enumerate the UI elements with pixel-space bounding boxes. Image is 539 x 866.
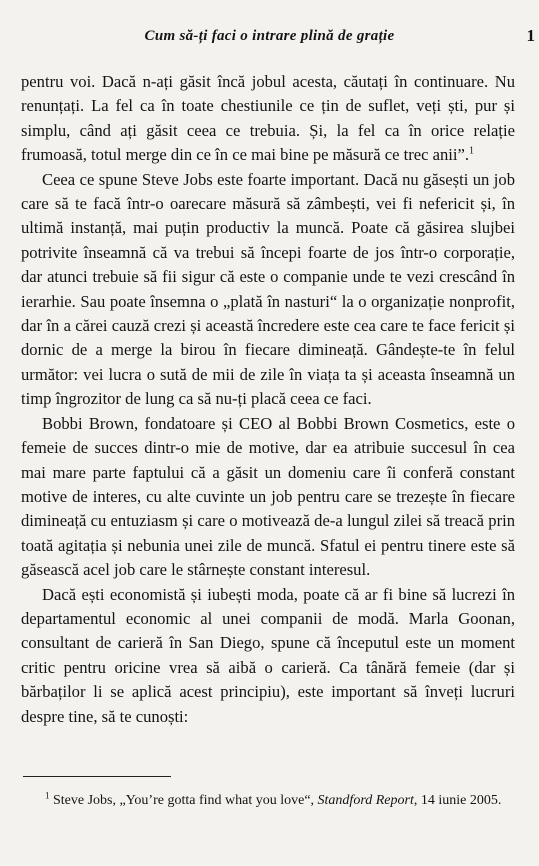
page-number: 1 [526,26,535,45]
footnote-reference: 1 [469,145,474,157]
running-title: Cum să-ți faci o intrare plină de grație [144,28,395,44]
footnote-text-before: Steve Jobs, „You’re gotta find what you love“, [53,793,318,808]
footnote [23,790,515,811]
page-header [0,28,539,48]
paragraph-text: pentru voi. Dacă n-ați găsit încă jobul acesta, căutați în continuare. Nu renunțați. La fel ca în toate chestiunile ce țin de suflet, veți ști, pur și simplu, când ați găsit ceea ce trebuia. Și, la fel ca în orice relație frumoasă, totul merge din ce în ce mai bine pe măsură ce trec anii”. [21,72,515,165]
paragraph: Ceea ce spune Steve Jobs este foarte important. Dacă nu găsești un job care să te facă într-o oarecare măsură să zâmbești, vei fi nefericit și, în ultimă instanță, mai puțin productiv la muncă. Poate că găsirea slujbei potrivite înseamnă că va trebui să începi foarte de jos într-o corporație, dar atunci trebuie să fii sigur că este o companie unde te vezi crescând în ierarhie. Sau poate însemna o „plată în nasturi“ la o organizație nonprofit, dar în a cărei cauză crezi și această încredere este cea care te face fericit și dornic de a merge la birou în fiecare dimineață. Gândește-te în felul următor: vei lucra o sută de mii de zile în viața ta și aceasta înseamnă un timp îngrozitor de lung ca să nu-ți placă ceea ce faci. [21,169,515,409]
footnote-divider [23,776,171,777]
paragraph [21,70,515,168]
footnote-number: 1 [45,790,50,801]
paragraph: Bobbi Brown, fondatoare și CEO al Bobbi Brown Cosmetics, este o femeie de succes dintr-o mie de motive, dar ea atribuie succesul în cea mai mare parte faptului că a găsit un domeniu care îi conferă constant motive de interes, cu alte cuvinte un job pentru care se trezește în fiecare dimineață cu entuziasm și care o motivează de-a lungul zilei să treacă prin toată agitația și nebunia unei zile de muncă. Sfatul ei pentru tinere este să găsească acel job care le stârnește constant interesul. [21,413,515,580]
footnote-source: Standford Report [317,793,414,808]
footnote-text-after: , 14 iunie 2005. [413,793,502,808]
body-text [21,70,515,729]
paragraph: Dacă ești economistă și iubești moda, poate că ar fi bine să lucrezi în departamentul economic al unei companii de modă. Marla Goonan, consultant de carieră în San Diego, spune că începutul este un moment critic pentru oricine vrea să aibă o carieră. Ca tânără femeie (dar și bărbaților li se aplică acest principiu), este important să înveți lucruri despre tine, să te cunoști: [21,584,515,726]
